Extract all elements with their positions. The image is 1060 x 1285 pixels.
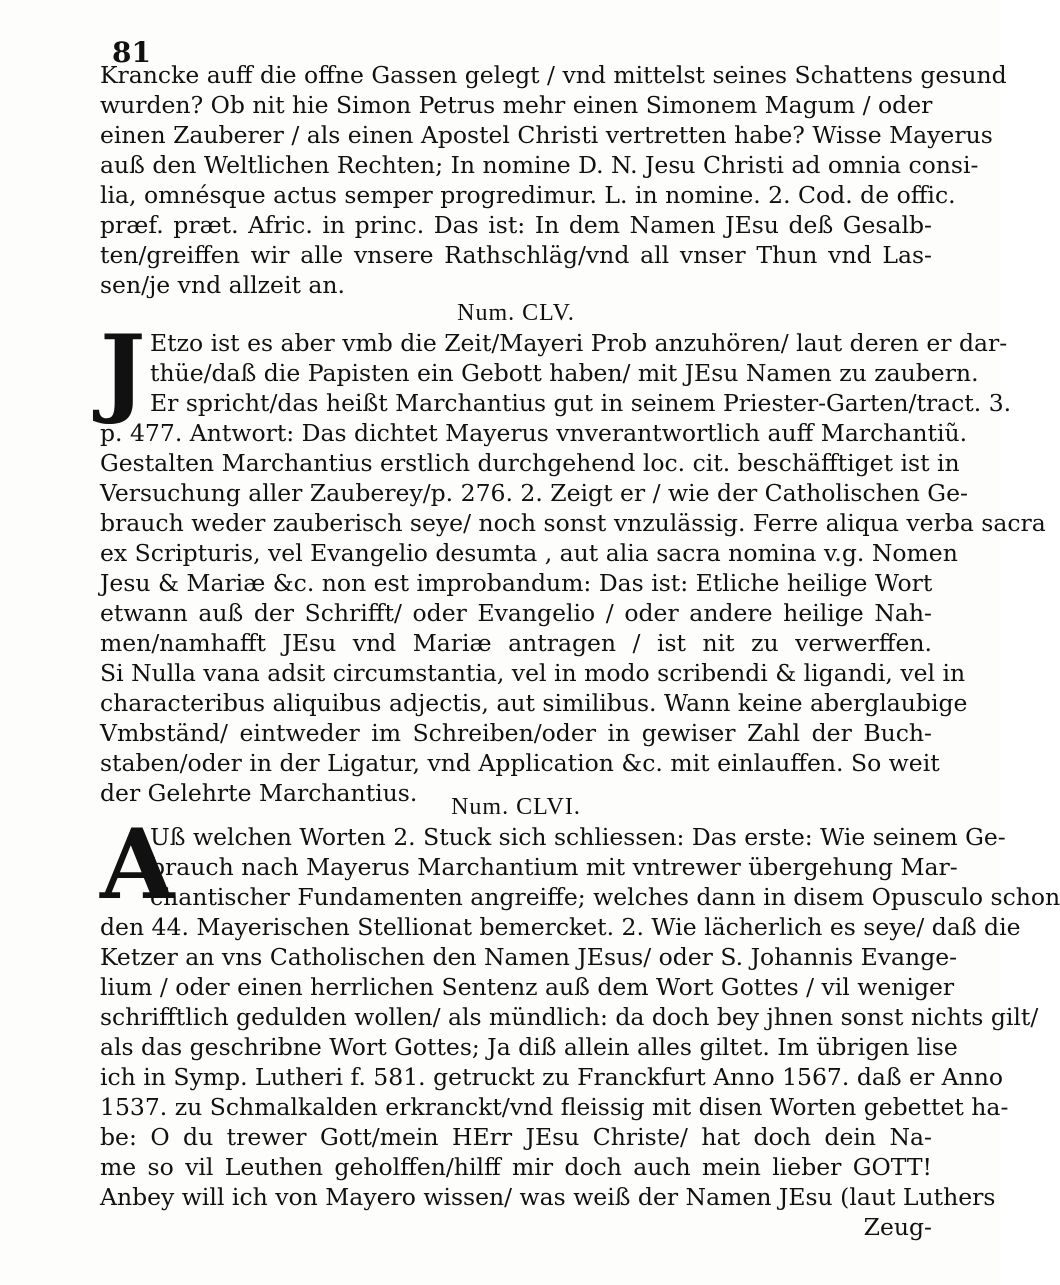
text-line: schrifftlich gedulden wollen/ als mündlich: da doch bey jhnen sonst nichts gilt/ <box>100 1003 1039 1031</box>
text-line: p. 477. Antwort: Das dichtet Mayerus vnverantwortlich auff Marchantiũ. <box>100 419 968 447</box>
text-line: brauch nach Mayerus Marchantium mit vntrewer übergehung Mar- <box>150 853 958 881</box>
text-line: lia, omnésque actus semper progredimur. L. in nomine. 2. Cod. de offic. <box>100 181 956 209</box>
text-line: 1537. zu Schmalkalden erkranckt/vnd fleissig mit disen Worten gebettet ha- <box>100 1093 1009 1121</box>
text-line: sen/je vnd allzeit an. <box>100 271 345 299</box>
text-line: einen Zauberer / als einen Apostel Christi vertretten habe? Wisse Mayerus <box>100 121 993 149</box>
text-line: etwann auß der Schrifft/ oder Evangelio / oder andere heilige Nah- <box>100 599 932 627</box>
opening-paragraph <box>100 60 1007 300</box>
text-line: auß den Weltlichen Rechten; In nomine D. N. Jesu Christi ad omnia consi- <box>100 151 979 179</box>
text-line: ex Scripturis, vel Evangelio desumta , aut alia sacra nomina v.g. Nomen <box>100 539 958 567</box>
text-line: Ketzer an vns Catholischen den Namen JEsus/ oder S. Johannis Evange- <box>100 943 958 971</box>
section-clv <box>100 298 1046 808</box>
text-line: characteribus aliquibus adjectis, aut similibus. Wann keine aberglaubige <box>100 689 968 717</box>
text-line: Vmbständ/ eintweder im Schreiben/oder in gewiser Zahl der Buch- <box>100 719 932 747</box>
page-number: 81 <box>112 36 151 69</box>
text-line: wurden? Ob nit hie Simon Petrus mehr einen Simonem Magum / oder <box>100 91 933 119</box>
text-line: thüe/daß die Papisten ein Gebott haben/ mit JEsu Namen zu zaubern. <box>150 359 979 387</box>
text-line: lium / oder einen herrlichen Sentenz auß dem Wort Gottes / vil weniger <box>100 973 955 1001</box>
text-line: me so vil Leuthen geholffen/hilff mir doch auch mein lieber GOTT! <box>100 1153 932 1181</box>
catchword: Zeug- <box>863 1213 932 1241</box>
text-line: ich in Symp. Lutheri f. 581. getruckt zu Franckfurt Anno 1567. daß er Anno <box>100 1063 1004 1091</box>
section-heading: Num. CLV. <box>457 300 575 326</box>
text-line: Etzo ist es aber vmb die Zeit/Mayeri Prob anzuhören/ laut deren er dar- <box>150 329 1008 357</box>
text-line: be: O du trewer Gott/mein HErr JEsu Christe/ hat doch dein Na- <box>100 1123 932 1151</box>
drop-capital: J <box>100 314 146 427</box>
text-line: brauch weder zauberisch seye/ noch sonst vnzulässig. Ferre aliqua verba sacra <box>100 509 1046 537</box>
text-line: der Gelehrte Marchantius. <box>100 779 418 807</box>
text-line: Uß welchen Worten 2. Stuck sich schliessen: Das erste: Wie seinem Ge- <box>150 823 1006 851</box>
text-line: den 44. Mayerischen Stellionat bemercket. 2. Wie lächerlich es seye/ daß die <box>100 913 1021 941</box>
text-line: præf. præt. Afric. in princ. Das ist: In dem Namen JEsu deß Gesalb- <box>100 211 932 239</box>
section-heading: Num. CLVI. <box>451 794 581 820</box>
drop-capital: A <box>100 808 175 921</box>
text-line: Er spricht/das heißt Marchantius gut in seinem Priester-Garten/tract. 3. <box>150 389 1012 417</box>
text-line: Jesu & Mariæ &c. non est improbandum: Das ist: Etliche heilige Wort <box>100 569 933 597</box>
section-clvi <box>100 792 1060 1242</box>
text-line: Krancke auff die offne Gassen gelegt / vnd mittelst seines Schattens gesund <box>100 61 1007 89</box>
text-line: Versuchung aller Zauberey/p. 276. 2. Zeigt er / wie der Catholischen Ge- <box>100 479 968 507</box>
text-line: ten/greiffen wir alle vnsere Rathschläg/vnd all vnser Thun vnd Las- <box>100 241 932 269</box>
text-line: men/namhafft JEsu vnd Mariæ antragen / ist nit zu verwerffen. <box>100 629 932 657</box>
text-line: als das geschribne Wort Gottes; Ja diß allein alles giltet. Im übrigen lise <box>100 1033 958 1061</box>
text-line: Gestalten Marchantius erstlich durchgehend loc. cit. beschäfftiget ist in <box>100 449 960 477</box>
text-line: chantischer Fundamenten angreiffe; welches dann in disem Opusculo schon <box>150 883 1060 911</box>
text-line: staben/oder in der Ligatur, vnd Application &c. mit einlauffen. So weit <box>100 749 940 777</box>
text-line: Si Nulla vana adsit circumstantia, vel in modo scribendi & ligandi, vel in <box>100 659 966 687</box>
text-line: Anbey will ich von Mayero wissen/ was weiß der Namen JEsu (laut Luthers <box>100 1183 996 1211</box>
